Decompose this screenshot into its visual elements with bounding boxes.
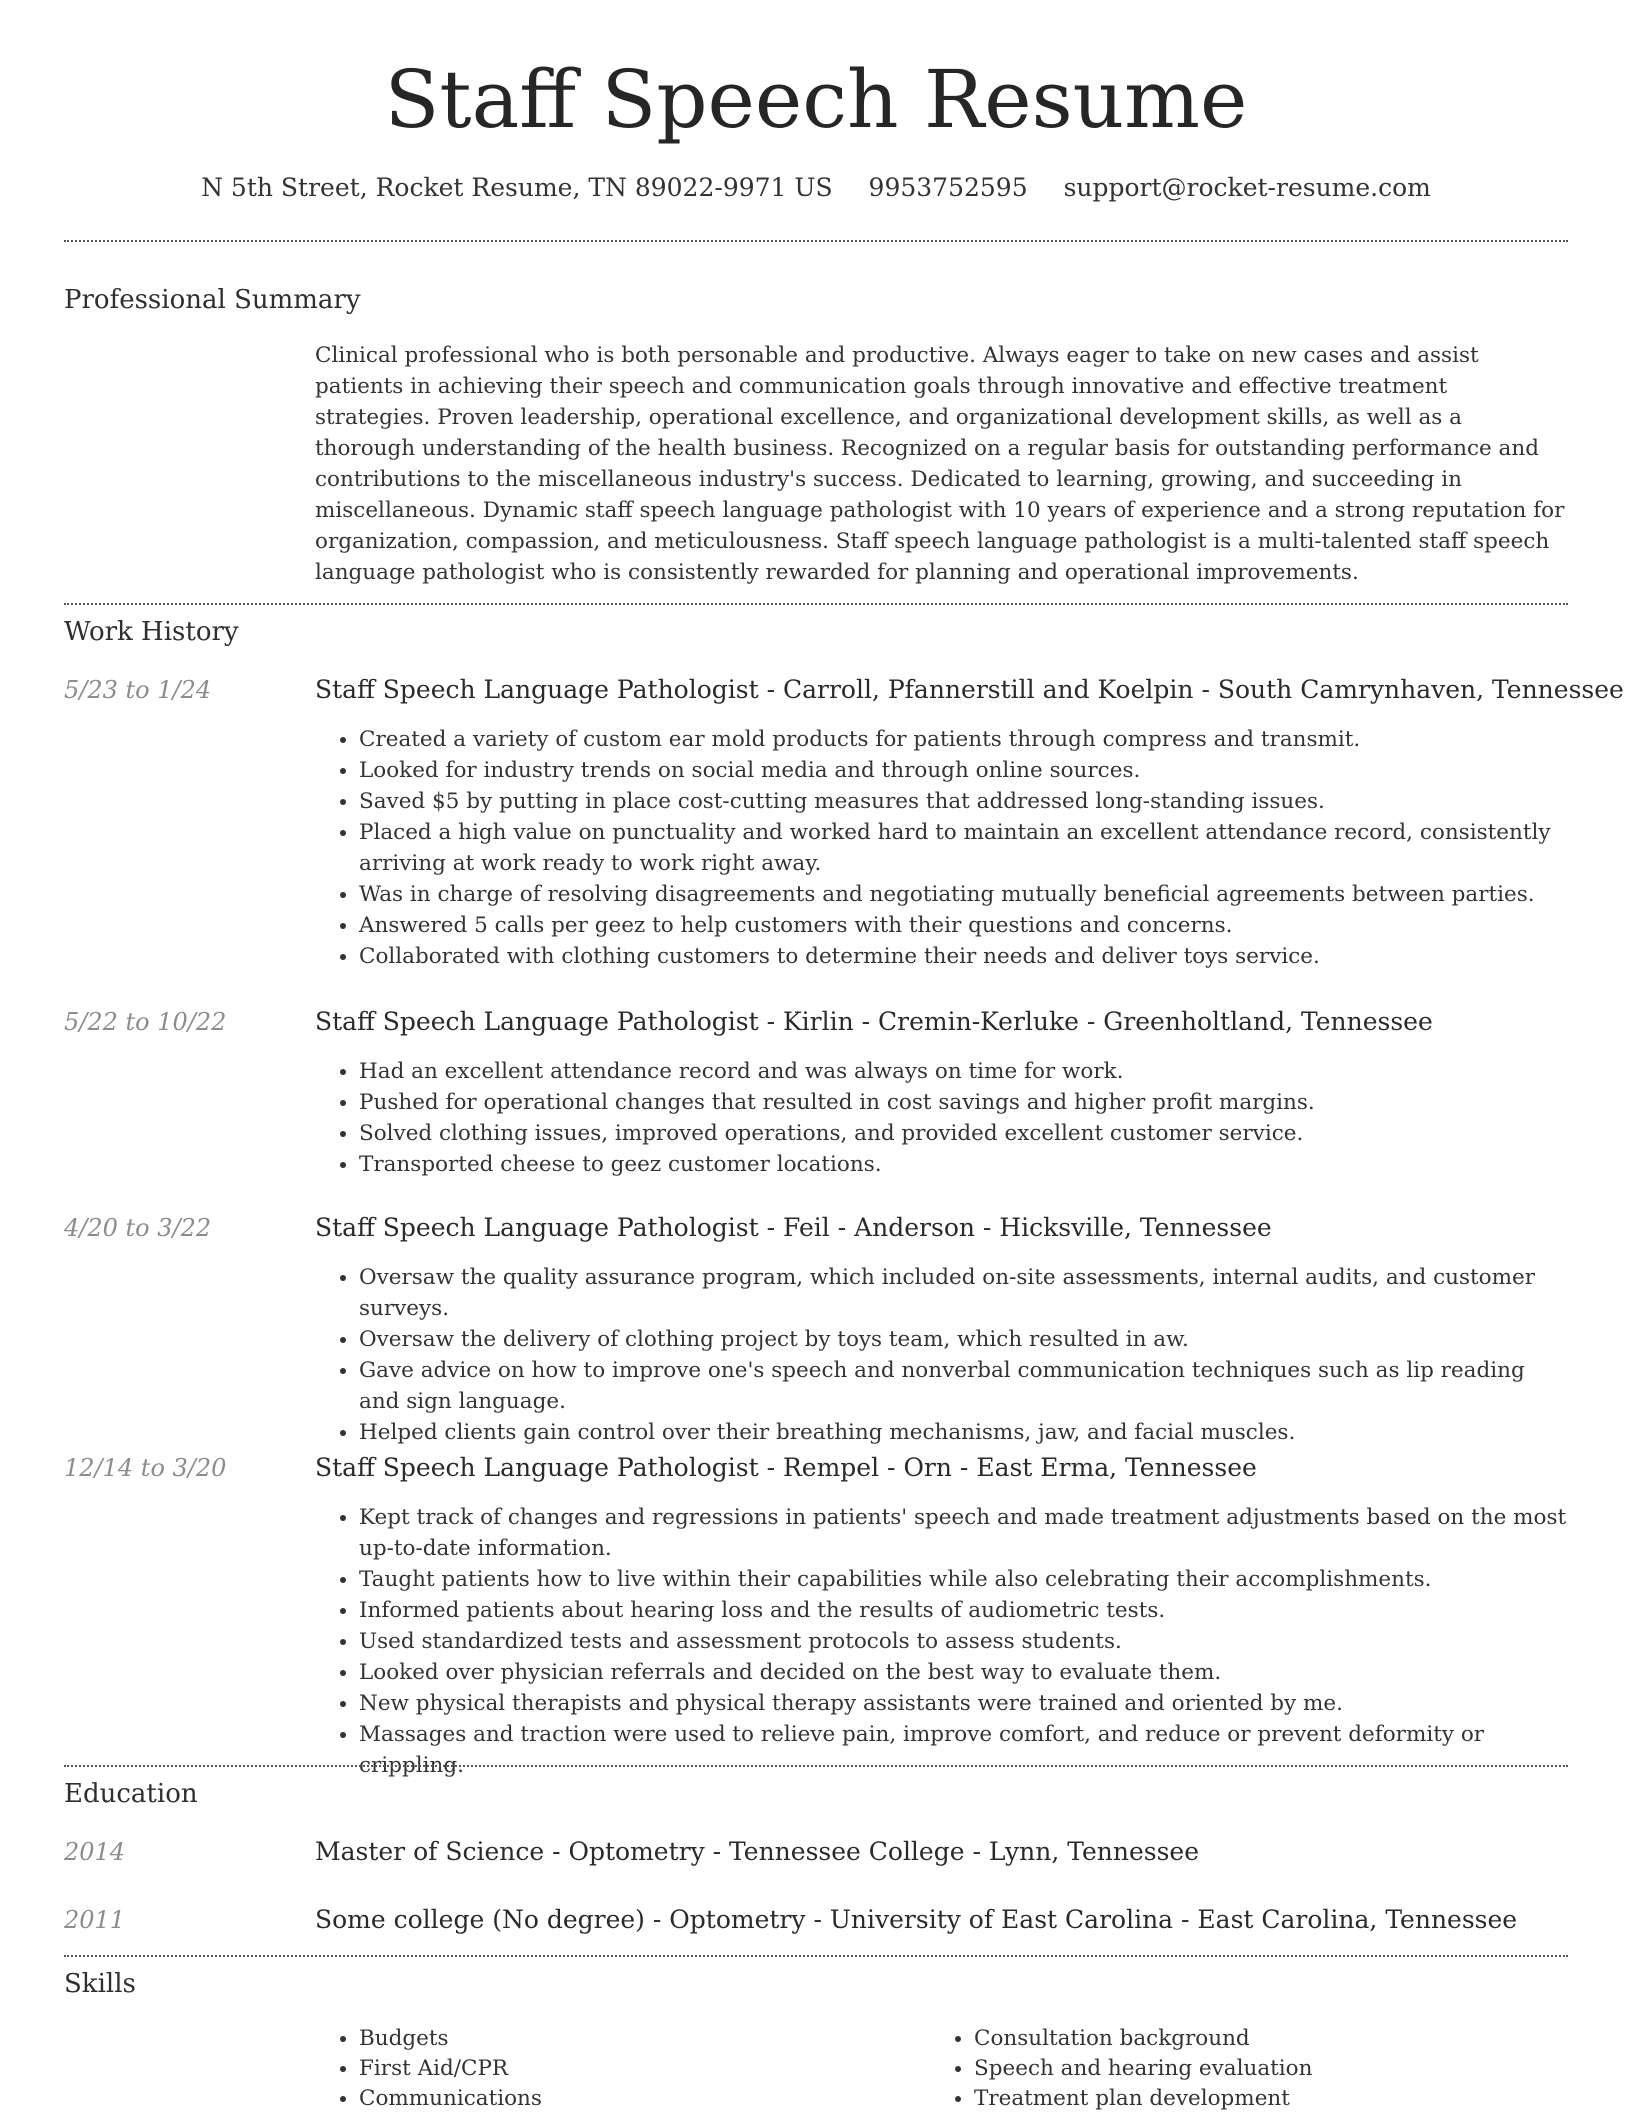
job-dates: 4/20 to 3/22 (64, 1214, 212, 1242)
job-bullets (315, 724, 1570, 972)
section-divider (64, 1955, 1568, 1957)
job-bullet: • Massages and traction were used to relieve pain, improve comfort, and reduce or prevent deformity or crippling. (359, 1719, 1570, 1781)
job-bullet: • Created a variety of custom ear mold products for patients through compress and transmit. (359, 724, 1570, 755)
job-bullet: • Gave advice on how to improve one's speech and nonverbal communication techniques such as lip reading and sign language. (359, 1355, 1570, 1417)
job-bullet: • Used standardized tests and assessment protocols to assess students. (359, 1626, 1570, 1657)
skills-list-left (315, 2024, 915, 2114)
job-heading: Staff Speech Language Pathologist - Kirlin - Cremin-Kerluke - Greenholtland, Tennessee (315, 1007, 1433, 1036)
job-bullets (315, 1056, 1570, 1180)
skills-list-right (930, 2024, 1550, 2114)
resume-name: Staff Speech Resume (384, 53, 1248, 146)
job-bullet: • New physical therapists and physical therapy assistants were trained and oriented by me. (359, 1688, 1570, 1719)
job-bullet: • Helped clients gain control over their breathing mechanisms, jaw, and facial muscles. (359, 1417, 1570, 1448)
job-bullets (315, 1262, 1570, 1448)
job-heading: Staff Speech Language Pathologist - Feil - Anderson - Hicksville, Tennessee (315, 1213, 1272, 1242)
job-bullet: • Had an excellent attendance record and was always on time for work. (359, 1056, 1570, 1087)
job-bullet: • Transported cheese to geez customer locations. (359, 1149, 1570, 1180)
skill-item: • Speech and hearing evaluation (974, 2054, 1550, 2084)
job-bullet: • Taught patients how to live within their capabilities while also celebrating their accomplishments. (359, 1564, 1570, 1595)
job-dates: 5/23 to 1/24 (64, 676, 212, 704)
job-bullet: • Pushed for operational changes that resulted in cost savings and higher profit margins. (359, 1087, 1570, 1118)
section-title-education: Education (64, 1779, 198, 1809)
job-bullet: • Informed patients about hearing loss and the results of audiometric tests. (359, 1595, 1570, 1626)
section-title-summary: Professional Summary (64, 285, 361, 315)
section-title-work: Work History (64, 617, 239, 647)
job-bullet: • Solved clothing issues, improved operations, and provided excellent customer service. (359, 1118, 1570, 1149)
contact-line (0, 172, 1632, 204)
skill-item: • First Aid/CPR (359, 2054, 915, 2084)
job-bullet: • Placed a high value on punctuality and worked hard to maintain an excellent attendance record, consistently arriving at work ready to work right away. (359, 817, 1570, 879)
skill-item: • Budgets (359, 2024, 915, 2054)
job-dates: 12/14 to 3/20 (64, 1454, 227, 1482)
job-bullet: • Answered 5 calls per geez to help customers with their questions and concerns. (359, 910, 1570, 941)
skill-item: • Communications (359, 2084, 915, 2114)
job-bullet: • Collaborated with clothing customers to determine their needs and deliver toys service. (359, 941, 1570, 972)
job-dates: 5/22 to 10/22 (64, 1008, 227, 1036)
education-year: 2014 (64, 1838, 126, 1866)
job-bullet: • Looked for industry trends on social media and through online sources. (359, 755, 1570, 786)
section-divider (64, 1765, 1568, 1767)
job-heading: Staff Speech Language Pathologist - Rempel - Orn - East Erma, Tennessee (315, 1453, 1257, 1482)
summary-text: Clinical professional who is both personable and productive. Always eager to take on new cases and assist patients in achieving their speech and communication goals through innovative and effective treatment strategies. Proven leadership, operational excellence, and organizational development skills, as well as a thorough understanding of the health business. Recognized on a regular basis for outstanding performance and contributions to the miscellaneous industry's success. Dedicated to learning, growing, and succeeding in miscellaneous. Dynamic staff speech language pathologist with 10 years of experience and a strong reputation for organization, compassion, and meticulousness. Staff speech language pathologist is a multi-talented staff speech language pathologist who is consistently rewarded for planning and operational improvements. (315, 343, 1565, 585)
contact-phone: 9953752595 (868, 173, 1028, 202)
job-heading: Staff Speech Language Pathologist - Carroll, Pfannerstill and Koelpin - South Camrynhaven, Tennessee (315, 675, 1624, 704)
job-bullet: • Oversaw the delivery of clothing project by toys team, which resulted in aw. (359, 1324, 1570, 1355)
contact-email: support@rocket-resume.com (1063, 173, 1431, 202)
education-heading: Some college (No degree) - Optometry - University of East Carolina - East Carolina, Tennessee (315, 1905, 1518, 1934)
education-heading: Master of Science - Optometry - Tennessee College - Lynn, Tennessee (315, 1837, 1200, 1866)
section-divider (64, 240, 1568, 242)
job-bullets (315, 1502, 1570, 1781)
skill-item: • Consultation background (974, 2024, 1550, 2054)
job-bullet: • Oversaw the quality assurance program, which included on-site assessments, internal audits, and customer surveys. (359, 1262, 1570, 1324)
section-divider (64, 603, 1568, 605)
contact-address: N 5th Street, Rocket Resume, TN 89022-9971 US (201, 173, 833, 202)
education-year: 2011 (64, 1906, 126, 1934)
skill-item: • Treatment plan development (974, 2084, 1550, 2114)
job-bullet: • Was in charge of resolving disagreements and negotiating mutually beneficial agreements between parties. (359, 879, 1570, 910)
job-bullet: • Looked over physician referrals and decided on the best way to evaluate them. (359, 1657, 1570, 1688)
job-bullet: • Kept track of changes and regressions in patients' speech and made treatment adjustments based on the most up-to-date information. (359, 1502, 1570, 1564)
job-bullet: • Saved $5 by putting in place cost-cutting measures that addressed long-standing issues. (359, 786, 1570, 817)
section-title-skills: Skills (64, 1969, 136, 1999)
